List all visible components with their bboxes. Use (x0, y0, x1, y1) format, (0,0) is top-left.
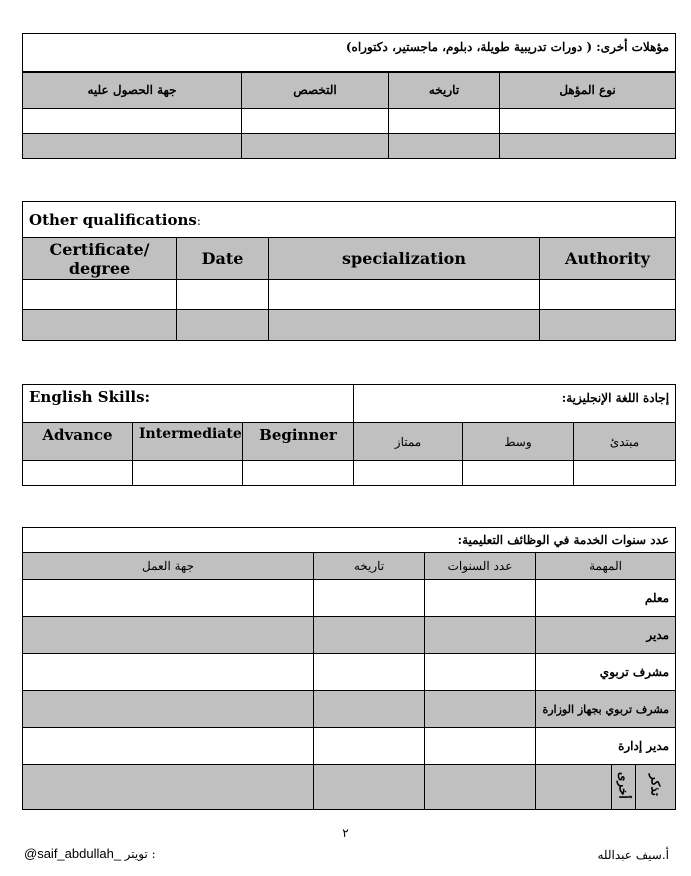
header-specialization: specialization (269, 238, 540, 280)
english-skills-title: English Skills: (23, 385, 354, 423)
input-cell[interactable] (243, 461, 354, 486)
level-beginner: Beginner (243, 423, 354, 461)
role-teacher: معلم (536, 580, 676, 617)
role-department-director: مدير إدارة (536, 728, 676, 765)
service-years-section (22, 527, 675, 810)
header-certificate: Certificate/ degree (23, 238, 177, 280)
input-cell[interactable] (389, 109, 500, 134)
other-label: أخرى (616, 771, 631, 799)
english-qualifications-title-cell (23, 202, 676, 238)
input-cell[interactable] (314, 728, 425, 765)
level-middle-ar: وسط (463, 423, 574, 461)
input-cell[interactable] (425, 728, 536, 765)
input-cell[interactable] (269, 280, 540, 310)
role-principal: مدير (536, 617, 676, 654)
input-cell[interactable] (500, 109, 676, 134)
mention-cell (636, 765, 676, 810)
input-cell[interactable] (314, 691, 425, 728)
input-cell[interactable] (500, 134, 676, 159)
english-skills-title-ar: إجادة اللغة الإنجليزية: (354, 385, 676, 423)
header-issuer-ar: جهة الحصول عليه (23, 72, 242, 109)
input-cell[interactable] (314, 580, 425, 617)
input-cell[interactable] (23, 617, 314, 654)
input-cell[interactable] (23, 691, 314, 728)
english-qualifications-title: Other qualifications (29, 210, 197, 229)
input-cell[interactable] (242, 109, 389, 134)
input-cell[interactable] (425, 691, 536, 728)
header-authority: Authority (540, 238, 676, 280)
input-cell[interactable] (269, 310, 540, 341)
header-date: Date (177, 238, 269, 280)
input-cell[interactable] (463, 461, 574, 486)
input-cell[interactable] (574, 461, 676, 486)
input-cell[interactable] (425, 580, 536, 617)
input-cell[interactable] (23, 461, 133, 486)
role-ministry-supervisor: مشرف تربوي بجهاز الوزارة (536, 691, 676, 728)
other-cell (612, 765, 636, 810)
input-cell[interactable] (23, 134, 242, 159)
input-cell[interactable] (23, 580, 314, 617)
arabic-qualifications-title: مؤهلات أخرى: ( دورات تدريبية طويلة، دبلوم، ماجستير، دكتوراه) (23, 34, 676, 72)
input-cell[interactable] (354, 461, 463, 486)
mention-label: تذكر (648, 774, 663, 796)
level-advance: Advance (23, 423, 133, 461)
input-cell[interactable] (23, 280, 177, 310)
input-cell[interactable] (540, 280, 676, 310)
twitter-label: تويتر : (124, 847, 156, 861)
arabic-qualifications-section (22, 33, 675, 159)
input-cell[interactable] (23, 654, 314, 691)
header-specialization-ar: التخصص (242, 72, 389, 109)
input-cell[interactable] (540, 310, 676, 341)
english-skills-table (22, 384, 676, 486)
header-date-ar: تاريخه (389, 72, 500, 109)
twitter-info (24, 846, 156, 861)
service-years-table (22, 527, 676, 810)
arabic-qualifications-table (22, 33, 676, 159)
input-cell[interactable] (177, 280, 269, 310)
input-cell[interactable] (314, 654, 425, 691)
input-cell[interactable] (177, 310, 269, 341)
input-cell[interactable] (23, 310, 177, 341)
twitter-handle[interactable]: @saif_abdullah_ (24, 846, 122, 861)
author-name: أ.سيف عبدالله (597, 848, 669, 862)
input-cell[interactable] (242, 134, 389, 159)
level-intermediate: Intermediate (133, 423, 243, 461)
input-cell[interactable] (133, 461, 243, 486)
input-cell[interactable] (314, 765, 425, 810)
input-cell[interactable] (536, 765, 612, 810)
page-number: ٢ (342, 826, 349, 840)
level-excellent-ar: ممتاز (354, 423, 463, 461)
input-cell[interactable] (23, 765, 314, 810)
header-years-count-ar: عدد السنوات (425, 553, 536, 580)
input-cell[interactable] (314, 617, 425, 654)
input-cell[interactable] (425, 765, 536, 810)
english-skills-section (22, 384, 675, 486)
input-cell[interactable] (425, 654, 536, 691)
input-cell[interactable] (23, 109, 242, 134)
level-beginner-ar: مبتدئ (574, 423, 676, 461)
header-task-ar: المهمة (536, 553, 676, 580)
service-years-title: عدد سنوات الخدمة في الوظائف التعليمية: (23, 528, 676, 553)
english-qualifications-table (22, 201, 676, 341)
english-qualifications-title-suffix: : (196, 213, 201, 228)
input-cell[interactable] (389, 134, 500, 159)
header-service-date-ar: تاريخه (314, 553, 425, 580)
input-cell[interactable] (23, 728, 314, 765)
input-cell[interactable] (425, 617, 536, 654)
header-qualification-type-ar: نوع المؤهل (500, 72, 676, 109)
header-workplace-ar: جهة العمل (23, 553, 314, 580)
english-qualifications-section (22, 201, 675, 341)
role-supervisor: مشرف تربوي (536, 654, 676, 691)
